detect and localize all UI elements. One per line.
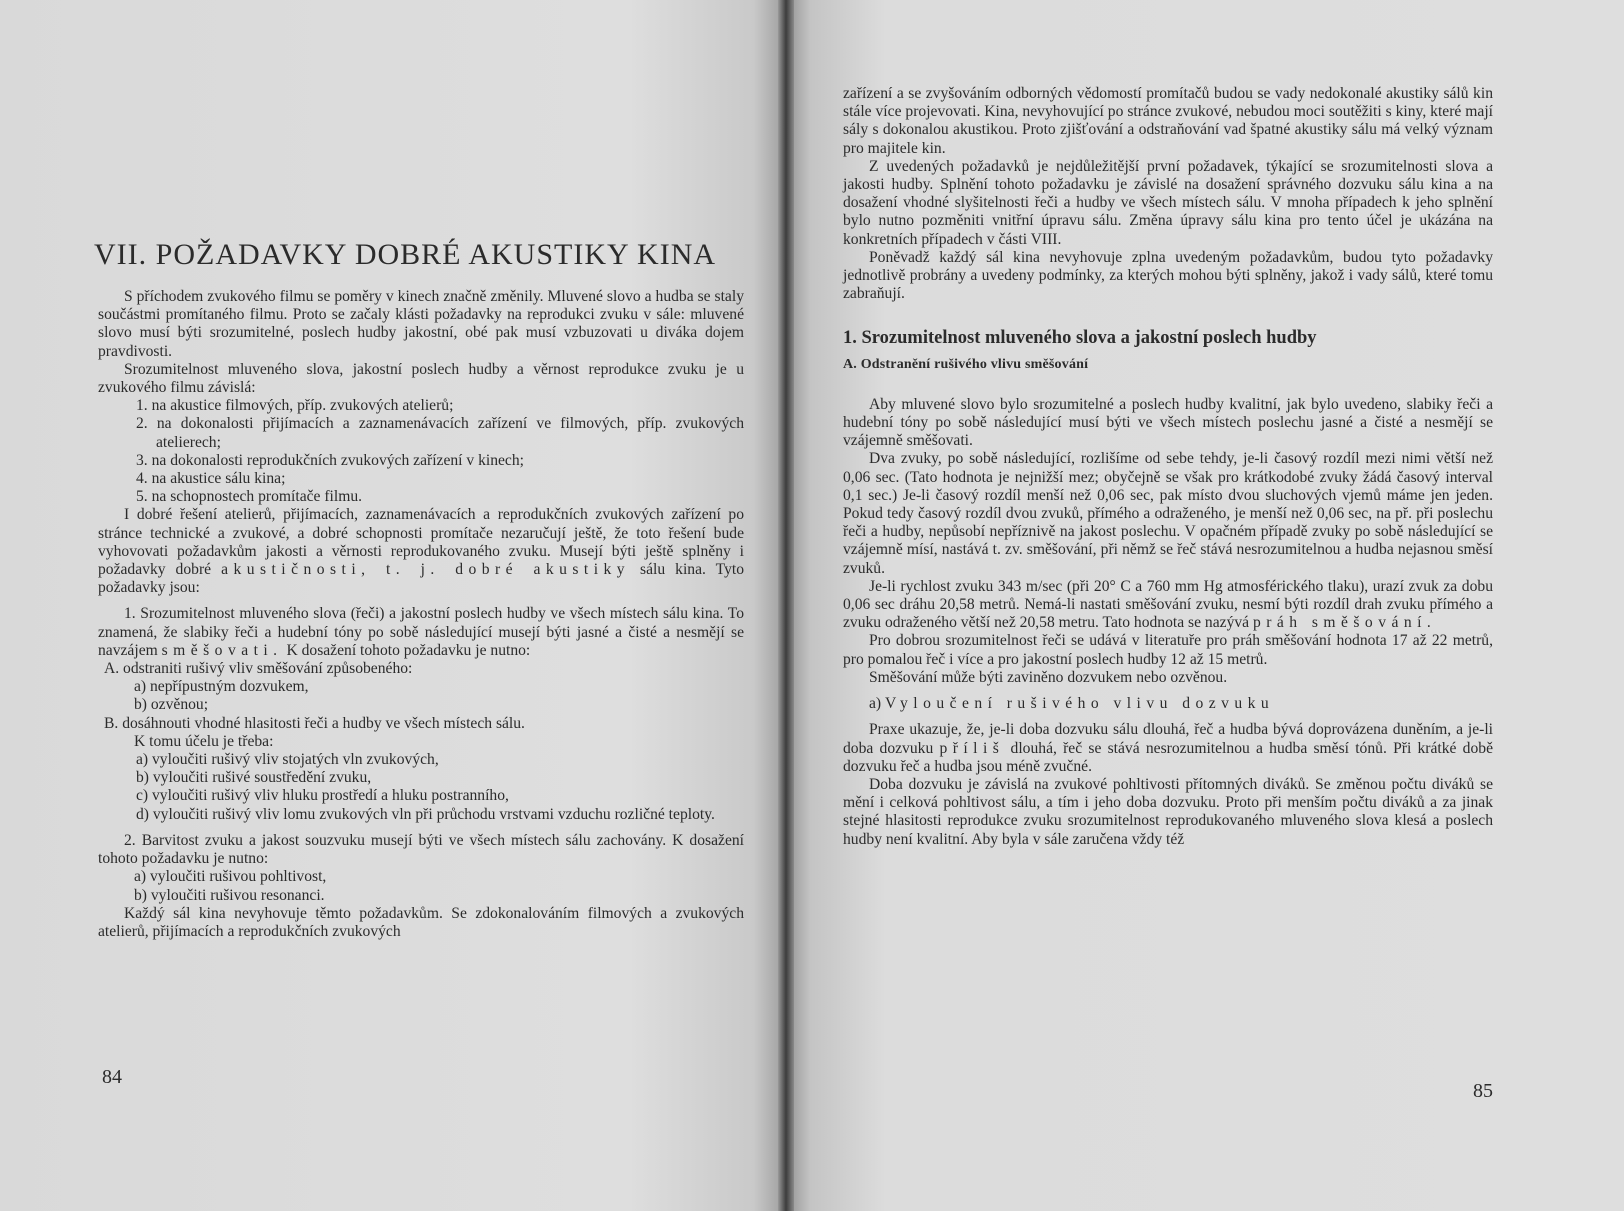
section-heading: 1. Srozumitelnost mluveného slova a jakostní poslech hudby bbox=[843, 328, 1317, 349]
list-item-factor: 3. na dokonalosti reprodukčních zvukových zařízení v kinech; bbox=[136, 451, 524, 469]
spaced-emphasis: akustičnosti, t. j. dobré akustiky bbox=[221, 561, 630, 579]
spaced-emphasis: práh směšování. bbox=[1253, 614, 1437, 632]
text-run: K dosažení tohoto požadavku je nutno: bbox=[286, 641, 531, 659]
list-subitem: a) vyloučiti rušivý vliv stojatých vln zvukových, bbox=[136, 751, 439, 769]
subsection-heading: A. Odstranění rušivého vlivu směšování bbox=[843, 356, 1089, 372]
text-run: 1. Srozumitelnost mluveného slova (řeči) a jakostní poslech hudby ve všech místech sálu kina. To znamená, že slabiky řeči a hudební tóny po sobě následující musejí býti jasné a čisté a nesmějí se navzájem bbox=[98, 605, 744, 659]
left-page bbox=[0, 0, 785, 1211]
text-run: dlouhá, řeč se stává nesrozumitelnou a hudba směsí tónů. Při krátké době dozvuku řeč a hudba jsou méně zvučné. bbox=[843, 739, 1493, 775]
paragraph: Poněvadž každý sál kina nevyhovuje zplna uvedeným požadavkům, budou tyto požadavky jednotlivě probrány a uvedeny podmínky, za kterých mohou býti splněny, jakož i vady sálů, které tomu zabraňují. bbox=[843, 248, 1493, 303]
paragraph-requirement-1 bbox=[98, 605, 744, 660]
spaced-emphasis: příliš bbox=[939, 739, 1005, 757]
list-item-b: B. dosáhnouti vhodné hlasitosti řeči a hudby ve všech místech sálu. bbox=[104, 714, 525, 732]
text-run: Je-li rychlost zvuku 343 m/sec (při 20° C a 760 mm Hg atmosférického tlaku), urazí zvuk za dobu 0,06 sec dráhu 20,58 metrů. Nemá-li nastati směšování zvuku, nesmí býti rozdíl drah zvuku přímého a zvuku odraženého větší než 20,58 metru. Tato hodnota se nazývá bbox=[843, 577, 1493, 632]
list-item-factor: 4. na akustice sálu kina; bbox=[136, 470, 286, 488]
paragraph-requirement-2: 2. Barvitost zvuku a jakost souzvuku musejí býti ve všech místech sálu zachovány. K dosažení tohoto požadavku je nutno: bbox=[98, 831, 744, 868]
right-text-column bbox=[843, 85, 1493, 849]
book-gutter bbox=[778, 0, 794, 1211]
left-text-column bbox=[98, 288, 744, 941]
paragraph: Z uvedených požadavků je nejdůležitější první požadavek, týkající se srozumitelnosti slova a jakosti hudby. Splnění tohoto požadavku je závislé na dosažení správného dozvuku sálu kina a na dosažení vhodné slyšitelnosti řeči a hudby ve všech místech sálu. V mnoha případech k jeho splnění bylo nutno pozměniti vnitřní úpravu sálu. Změna úpravy sálu kina pro tento účel je ukázána na konkretních případech v části VIII. bbox=[843, 157, 1493, 248]
right-page bbox=[785, 0, 1624, 1211]
list-item-factor: 2. na dokonalosti přijímacích a zaznamenávacích zařízení ve filmových, příp. zvukových atelierech; bbox=[136, 415, 744, 451]
sub-heading bbox=[843, 695, 1493, 713]
paragraph: Dva zvuky, po sobě následující, rozlišíme od sebe tehdy, je-li časový rozdíl mezi nimi větší než 0,06 sec. (Tato hodnota je nejnižší mez; obyčejně se však pro krátkodobé zvuky žádá časový interval 0,1 sec.) Je-li časový rozdíl menší než 0,06 sec, pak místo dvou sluchových vjemů máme jen jeden. Pokud tedy časový rozdíl dvou zvuků, přímého a odraženého, je menší než 0,06 sec, na př. při poslechu řeči a hudby, nepůsobí nepříznivě na jakost poslechu. V opačném případě zvuky po sobě následující se vzájemně mísí, nastává t. zv. směšování, při němž se řeč stává nesrozumitelnou a hudba nejasnou směsí zvuků. bbox=[843, 450, 1493, 577]
text-run: Praxe ukazuje, že, je-li doba dozvuku sálu dlouhá, řeč a hudba bývá doprovázena duněním, a je-li doba dozvuku bbox=[843, 721, 1493, 757]
list-subitem: c) vyloučiti rušivý vliv hluku prostředí a hluku postranního, bbox=[136, 787, 509, 805]
list-item-factor: 5. na schopnostech promítače filmu. bbox=[136, 488, 363, 506]
paragraph: Směšování může býti zaviněno dozvukem nebo ozvěnou. bbox=[869, 668, 1228, 686]
paragraph: Pro dobrou srozumitelnost řeči se udává v literatuře pro práh směšování hodnota 17 až 22 metrů, pro pomalou řeč i více a pro jakostní poslech hudby 12 až 15 metrů. bbox=[843, 632, 1493, 668]
text-run: sálu kina. Tyto požadavky jsou: bbox=[98, 561, 744, 597]
paragraph: Doba dozvuku je závislá na zvukové pohltivosti přítomných diváků. Se změnou počtu diváků se mění i celková pohltivost sálu, a tím i jeho doba dozvuku. Proto při menším počtu diváků a za jinak stejné hlasitosti reprodukce zvuku srozumitelnost reprodukovaného mluveného slova klesá a poslech hudby není kvalitní. Aby byla v sále zaručena vždy též bbox=[843, 775, 1493, 848]
paragraph-dependency: Srozumitelnost mluveného slova, jakostní poslech hudby a věrnost reprodukce zvuku je u zvukového filmu závislá: bbox=[98, 360, 744, 397]
paragraph bbox=[843, 578, 1493, 633]
paragraph-intro: S příchodem zvukového filmu se poměry v kinech značně změnily. Mluvené slovo a hudba se staly součástmi promítaného filmu. Proto se začaly klásti požadavky na reprodukci zvuku v sále: mluvené slovo musí býti srozumitelné, poslech hudby jakostní, obé pak musí vzbuzovati u diváka dojem pravdivosti. bbox=[98, 288, 744, 360]
list-subitem: b) vyloučiti rušivé soustředění zvuku, bbox=[136, 769, 372, 787]
paragraph-closing: Každý sál kina nevyhovuje těmto požadavkům. Se zdokonalováním filmových a zvukových atelierů, přijímacích a reprodukčních zvukových bbox=[98, 904, 744, 940]
list-subitem: b) ozvěnou; bbox=[134, 696, 209, 714]
list-subitem: b) vyloučiti rušivou resonanci. bbox=[134, 886, 325, 904]
paragraph: Aby mluvené slovo bylo srozumitelné a poslech hudby kvalitní, jak bylo uvedeno, slabiky řeči a hudební tóny po sobě následující musí býti ve všech místech poslechu jasné a čisté a nesmějí se vzájemně směšovati. bbox=[843, 395, 1493, 450]
paragraph bbox=[843, 721, 1493, 776]
list-item-factor: 1. na akustice filmových, příp. zvukových atelierů; bbox=[136, 397, 454, 415]
list-subitem: a) nepřípustným dozvukem, bbox=[134, 678, 309, 696]
paragraph-continuation: zařízení a se zvyšováním odborných vědomostí promítačů budou se vady nedokonalé akustiky sálů kin stále více projevovati. Kina, nevyhovující po stránce zvukové, nebudou moci soutěžiti s kiny, které mají sály s dokonalou akustikou. Proto zjišťování a odstraňování vad špatné akustiky sálu má velký význam pro majitele kin. bbox=[843, 85, 1493, 157]
page-number: 85 bbox=[1473, 1080, 1493, 1102]
list-intro: K tomu účelu je třeba: bbox=[134, 732, 274, 750]
text-run: a) bbox=[869, 695, 882, 713]
spaced-emphasis: Vyloučení rušivého vlivu dozvuku bbox=[885, 695, 1275, 713]
paragraph-solution bbox=[98, 506, 744, 597]
list-subitem: a) vyloučiti rušivou pohltivost, bbox=[134, 868, 327, 886]
page-number: 84 bbox=[102, 1066, 122, 1088]
list-item-a: A. odstraniti rušivý vliv směšování způsobeného: bbox=[104, 660, 413, 678]
list-subitem: d) vyloučiti rušivý vliv lomu zvukových vln při průchodu vrstvami vzduchu rozličné teploty. bbox=[136, 805, 715, 823]
text-run: I dobré řešení atelierů, přijímacích, zaznamenávacích a reprodukčních zvukových zařízení po stránce technické a zvukové, a dobré schopnosti promítače nezaručují ještě, že toto řešení bude vyhovovati požadavkům jakosti a věrnosti reprodukovaného zvuku. Musejí býti ještě splněny i požadavky dobré bbox=[98, 506, 744, 579]
chapter-title: VII. POŽADAVKY DOBRÉ AKUSTIKY KINA bbox=[94, 238, 717, 271]
spaced-emphasis: směšovati. bbox=[161, 641, 283, 659]
